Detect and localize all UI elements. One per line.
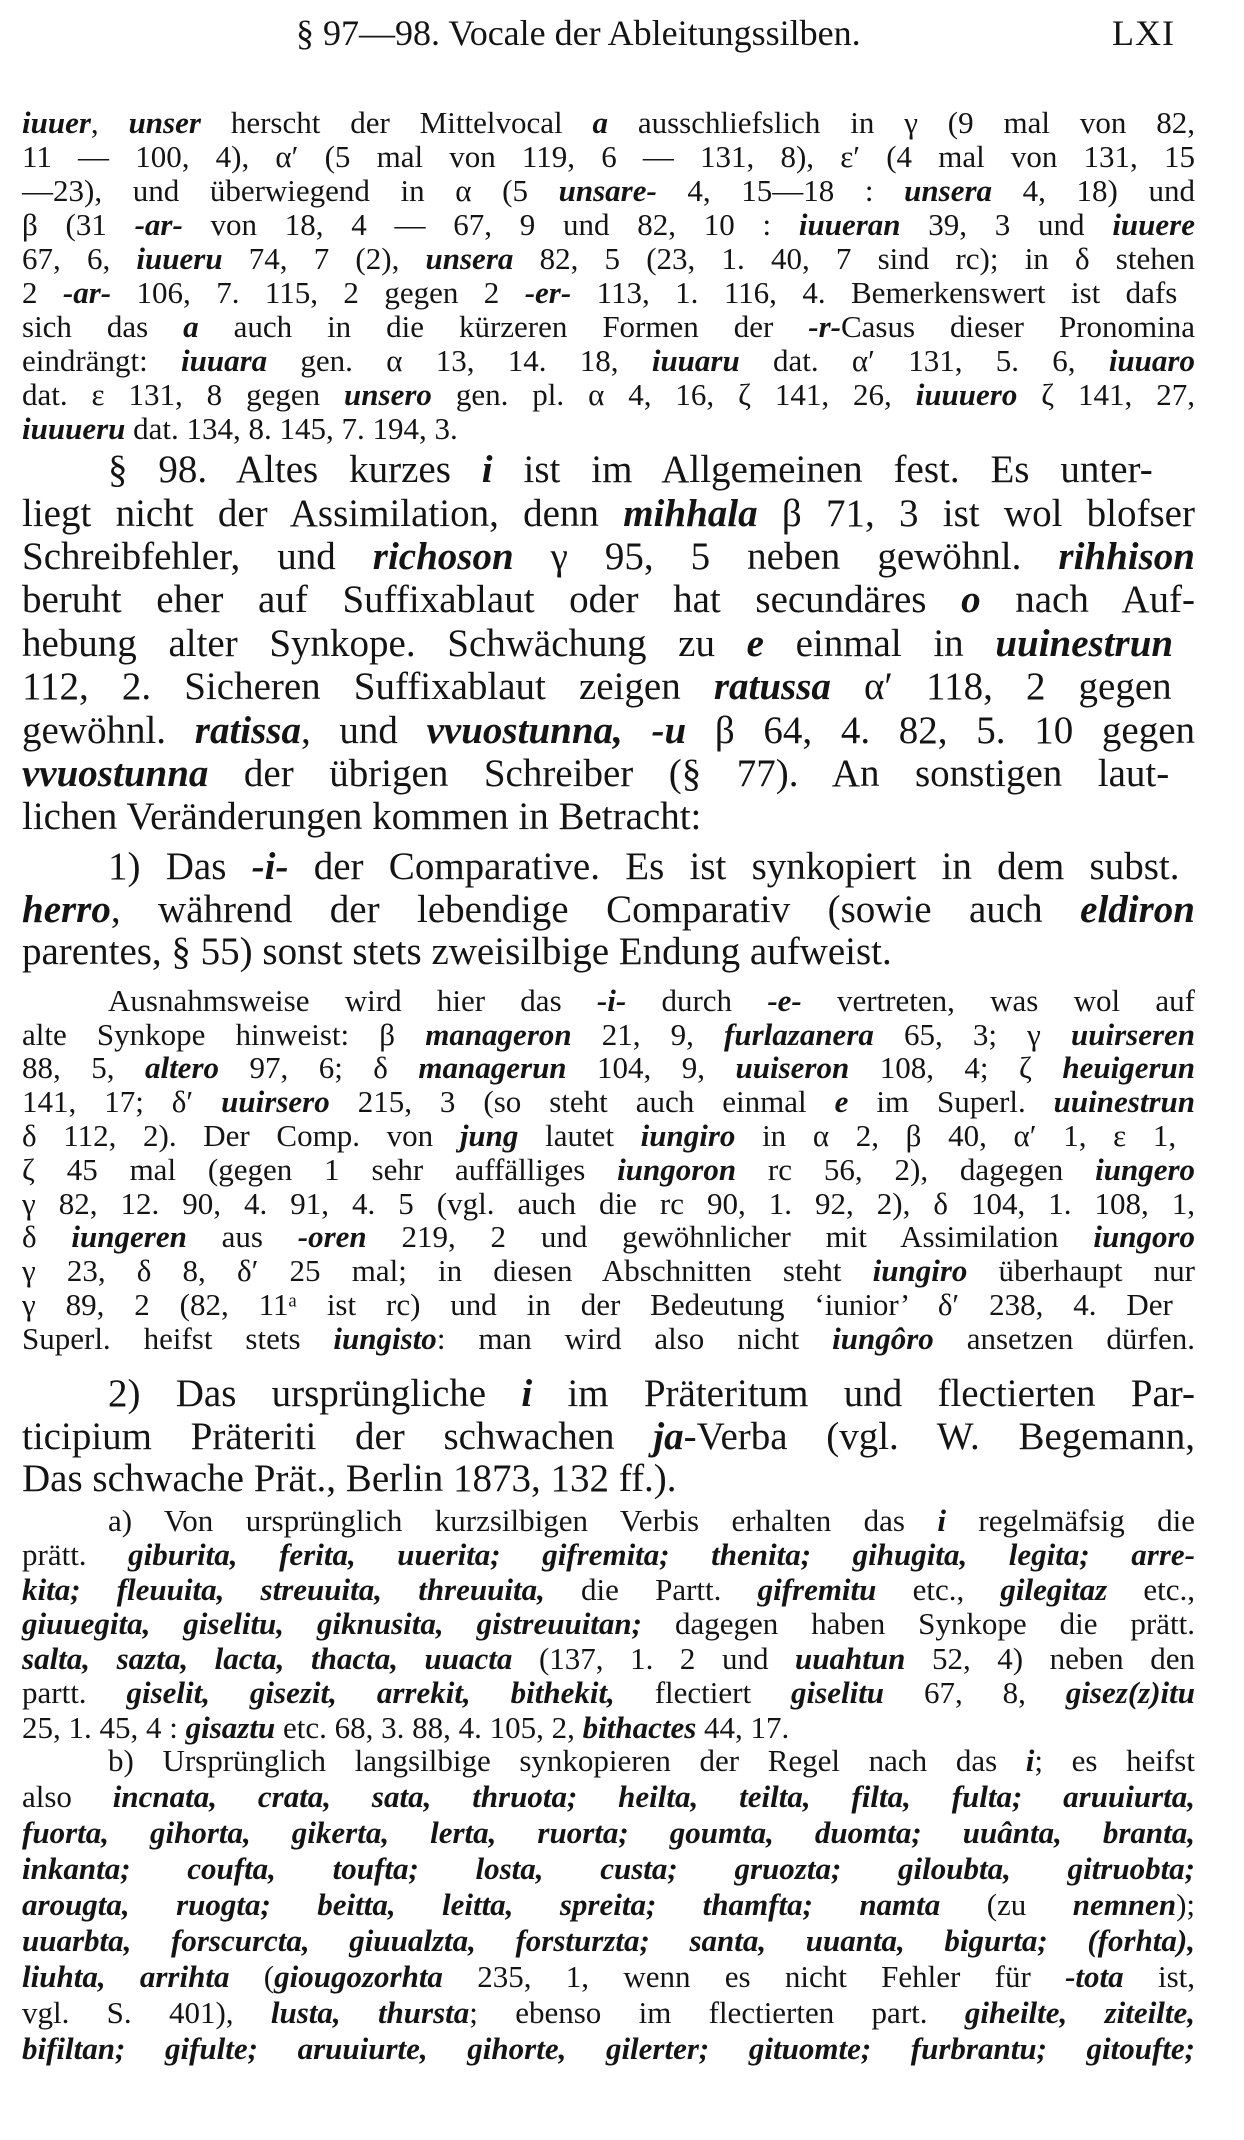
text-line <box>22 1322 1195 1356</box>
text-line <box>22 796 701 838</box>
italic-term: altero <box>144 1050 220 1086</box>
italic-term: iungero <box>1095 1151 1196 1187</box>
roman-text: liegt nicht der Assimilation, denn <box>22 491 624 535</box>
italic-term: iuueran <box>798 206 901 242</box>
italic-term: giselit, gisezit, arrekit, bithekit, <box>126 1675 615 1711</box>
italic-term: uuinestrun <box>1053 1084 1195 1120</box>
line-content <box>22 1187 1195 1221</box>
italic-term: iungiro <box>872 1253 968 1289</box>
italic-term: gilegitaz <box>1000 1571 1108 1607</box>
text-line <box>22 242 1195 276</box>
roman-text: 65, 3; γ <box>873 1016 1071 1052</box>
italic-term: iuuaro <box>1108 342 1195 378</box>
roman-text: dat. 134, 8. 145, 7. 194, 3. <box>125 410 458 446</box>
text-line <box>108 449 1153 491</box>
text-line <box>22 1924 1195 1958</box>
roman-text: 219, 2 und gewöhnlicher mit Assimilation <box>366 1219 1094 1255</box>
roman-text: Schreibfehler, und <box>22 535 373 579</box>
italic-term: iungoron <box>617 1151 737 1187</box>
italic-term: gifremitu <box>757 1571 877 1607</box>
italic-term: e <box>834 1084 849 1120</box>
text-line <box>108 1504 1195 1538</box>
italic-term: gisez(z)itu <box>1065 1675 1195 1711</box>
italic-term: iuuaru <box>651 342 740 378</box>
italic-term: iuuere <box>1112 206 1195 242</box>
text-line <box>22 1153 1195 1187</box>
text-line <box>22 1416 1195 1458</box>
roman-text: ); <box>1176 1886 1195 1922</box>
text-line <box>22 378 1195 412</box>
italic-term: jung <box>459 1118 519 1154</box>
text-line <box>22 310 1195 344</box>
roman-text: Ausnahmsweise wird hier das <box>108 982 597 1018</box>
line-content <box>22 1153 1195 1187</box>
page-number: LXI <box>1112 13 1175 53</box>
line-content <box>22 1888 1195 1922</box>
roman-text: 2 <box>22 274 63 310</box>
italic-term: unsera <box>425 240 514 276</box>
text-line <box>22 1642 1195 1676</box>
roman-text: ζ 141, 27, <box>1017 376 1195 412</box>
text-line <box>22 1996 1195 2030</box>
line-content <box>22 1322 1195 1356</box>
line-content <box>22 208 1195 242</box>
line-content <box>22 666 1172 708</box>
italic-term: uuahtun <box>795 1640 906 1676</box>
italic-term: uuiseron <box>735 1050 850 1086</box>
text-line <box>22 1852 1195 1886</box>
text-line <box>22 1085 1195 1119</box>
roman-text: flectiert <box>614 1675 792 1711</box>
italic-term: iungisto <box>333 1320 437 1356</box>
roman-text: 1) Das <box>108 845 252 889</box>
line-content <box>22 753 1169 795</box>
text-line <box>108 984 1195 1018</box>
line-content <box>22 1416 1195 1458</box>
line-content <box>22 1119 1176 1153</box>
line-content <box>22 344 1195 378</box>
roman-text: ticipium Präteriti der schwachen <box>22 1414 654 1458</box>
italic-term: iuuuero <box>915 376 1018 412</box>
line-content <box>108 846 1180 888</box>
roman-text: regelmäfsig die <box>946 1502 1195 1538</box>
roman-text: 67, 8, <box>884 1675 1066 1711</box>
text-line <box>22 174 1195 208</box>
roman-text: 88, 5, <box>22 1050 145 1086</box>
italic-term: iungôro <box>832 1320 934 1356</box>
text-line <box>22 276 1177 310</box>
italic-term: incnata, crata, sata, thruota; heilta, teilta, filta, fulta; aruuiurta, <box>112 1778 1195 1814</box>
line-content <box>22 579 1195 621</box>
italic-term: uuirsero <box>221 1084 330 1120</box>
italic-term: arougta, ruogta; beitta, leitta, spreita; thamfta; namta <box>22 1886 941 1922</box>
text-line <box>22 1018 1195 1052</box>
roman-text: ( <box>229 1958 275 1994</box>
line-content <box>22 106 1195 140</box>
roman-text: 141, 17; δ′ <box>22 1084 222 1120</box>
text-line <box>22 753 1169 795</box>
line-content <box>22 1852 1195 1886</box>
italic-term: i <box>1025 1742 1035 1778</box>
roman-text: 67, 6, <box>22 240 137 276</box>
roman-text: 97, 6; δ <box>219 1050 419 1086</box>
roman-text: eindrängt: <box>22 342 181 378</box>
line-content <box>108 1504 1195 1538</box>
line-content <box>22 174 1195 208</box>
roman-text: β 64, 4. 82, 5. 10 gegen <box>686 708 1196 752</box>
roman-text: vgl. S. 401), <box>22 1994 271 2030</box>
italic-term: iuuara <box>180 342 268 378</box>
roman-text: 21, 9, <box>571 1016 725 1052</box>
line-content <box>22 1254 1195 1288</box>
roman-text: der übrigen Schreiber (§ 77). An sonstigen laut- <box>208 752 1170 796</box>
roman-text: herscht der Mittelvocal <box>200 104 593 140</box>
line-content <box>22 1220 1195 1254</box>
roman-text: β 71, 3 ist wol blofser <box>757 491 1195 535</box>
text-line <box>108 846 1180 888</box>
text-line <box>22 106 1195 140</box>
text-line <box>22 1458 677 1500</box>
italic-term: giselitu <box>791 1675 885 1711</box>
roman-text: 113, 1. 116, 4. Bemerkenswert ist dafs <box>571 274 1178 310</box>
text-line <box>22 208 1195 242</box>
roman-text: etc. 68, 3. 88, 4. 105, 2, <box>275 1709 583 1745</box>
roman-text: § 98. Altes kurzes <box>108 448 482 492</box>
roman-text: rc 56, 2), dagegen <box>736 1151 1096 1187</box>
running-header-title: § 97—98. Vocale der Ableitungssilben. <box>296 13 861 53</box>
italic-term: eldiron <box>1080 887 1195 931</box>
roman-text: lichen Veränderungen kommen in Betracht: <box>22 795 702 839</box>
roman-text: einmal in <box>763 621 996 665</box>
roman-text: nach Auf- <box>980 578 1195 622</box>
roman-text: dat. α′ 131, 5. 6, <box>739 342 1109 378</box>
line-content <box>22 1780 1195 1814</box>
italic-term: -r- <box>808 308 841 344</box>
line-content <box>108 984 1195 1018</box>
roman-text: Superl. heifst stets <box>22 1320 334 1356</box>
italic-term: i <box>937 1502 947 1538</box>
italic-term: uuirseren <box>1070 1016 1196 1052</box>
roman-text: ist, <box>1123 1958 1196 1994</box>
text-line <box>22 623 1173 665</box>
line-content <box>22 493 1195 535</box>
italic-term: unsera <box>904 172 993 208</box>
line-content <box>22 276 1177 310</box>
line-content <box>22 310 1195 344</box>
roman-text: b) Ursprünglich langsilbige synkopieren der Regel nach das <box>108 1742 1026 1778</box>
italic-term: unser <box>128 104 201 140</box>
line-content <box>22 1288 1173 1322</box>
roman-text: 52, 4) neben den <box>905 1640 1195 1676</box>
roman-text: ζ 45 mal (gegen 1 sehr auffälliges <box>22 1151 618 1187</box>
roman-text: Das schwache Prät., Berlin 1873, 132 ff.). <box>22 1457 677 1501</box>
italic-term: richoson <box>372 535 514 579</box>
text-line <box>22 889 1195 931</box>
roman-text: vertreten, was wol auf <box>801 982 1195 1018</box>
roman-text: überhaupt nur <box>967 1253 1196 1289</box>
line-content <box>22 242 1195 276</box>
italic-term: mihhala <box>623 491 758 535</box>
line-content <box>22 1573 1195 1607</box>
italic-term: uuinestrun <box>995 621 1174 665</box>
italic-term: heuigerun <box>1062 1050 1196 1086</box>
text-line <box>22 1607 1195 1641</box>
text-line <box>22 579 1195 621</box>
line-content <box>22 1642 1195 1676</box>
line-content <box>22 796 701 838</box>
line-content <box>22 931 892 973</box>
roman-text: im Superl. <box>848 1084 1054 1120</box>
italic-term: kita; fleuuita, streuuita, threuuita, <box>22 1571 545 1607</box>
italic-term: -ar- <box>62 274 112 310</box>
text-line <box>22 1051 1195 1085</box>
text-line <box>22 1119 1176 1153</box>
roman-text: Casus dieser Pronomina <box>840 308 1195 344</box>
italic-term: a <box>592 104 608 140</box>
roman-text: etc., <box>876 1571 1001 1607</box>
text-line <box>22 536 1195 578</box>
roman-text: prätt. <box>22 1537 129 1573</box>
line-content <box>22 889 1195 931</box>
roman-text: a) Von ursprünglich kurzsilbigen Verbis erhalten das <box>108 1502 938 1538</box>
roman-text: alte Synkope hinweist: β <box>22 1016 426 1052</box>
italic-term: iuuer <box>22 104 91 140</box>
roman-text: (137, 1. 2 und <box>512 1640 796 1676</box>
roman-text: gen. pl. α 4, 16, ζ 141, 26, <box>431 376 916 412</box>
italic-term: giougozorhta <box>274 1958 443 1994</box>
line-content <box>22 1538 1195 1572</box>
text-line <box>22 1187 1195 1221</box>
roman-text: 108, 4; ζ <box>849 1050 1063 1086</box>
text-line <box>22 1573 1195 1607</box>
roman-text: 11 — 100, 4), α′ (5 mal von 119, 6 — 131, 8), ε′ (4 mal von 131, 15 <box>22 138 1195 174</box>
italic-term: salta, sazta, lacta, thacta, uuacta <box>22 1640 513 1676</box>
roman-text: ausschliefslich in γ (9 mal von 82, <box>607 104 1196 140</box>
text-line <box>22 666 1172 708</box>
roman-text: 104, 9, <box>566 1050 736 1086</box>
italic-term: vvuostunna, -u <box>426 708 687 752</box>
roman-text: beruht eher auf Suffixablaut oder hat secundäres <box>22 578 962 622</box>
roman-text: ansetzen dürfen. <box>933 1320 1195 1356</box>
text-line <box>108 1373 1195 1415</box>
roman-text: die Partt. <box>544 1571 758 1607</box>
line-content <box>22 1816 1195 1850</box>
text-line <box>22 931 892 973</box>
italic-term: i <box>481 448 493 492</box>
roman-text: γ 82, 12. 90, 4. 91, 4. 5 (vgl. auch die rc 90, 1. 92, 2), δ 104, 1. 108, 1, <box>22 1185 1195 1221</box>
italic-term: -er- <box>524 274 572 310</box>
italic-term: gisaztu <box>185 1709 276 1745</box>
roman-text: γ 89, 2 (82, 11ᵃ ist rc) und in der Bedeutung ‘iunior’ δ′ 238, 4. Der <box>22 1287 1173 1323</box>
italic-term: e <box>746 621 764 665</box>
italic-term: -oren <box>297 1219 367 1255</box>
text-line <box>108 1744 1195 1778</box>
line-content <box>22 1607 1195 1641</box>
italic-term: -ar- <box>134 206 183 242</box>
italic-term: bithactes <box>582 1709 697 1745</box>
line-content <box>22 1018 1195 1052</box>
italic-term: iuuueru <box>22 410 126 446</box>
roman-text: gewöhnl. <box>22 708 195 752</box>
line-content <box>22 1458 677 1500</box>
italic-term: i <box>521 1372 533 1416</box>
italic-term: ratussa <box>713 665 831 709</box>
roman-text: in α 2, β 40, α′ 1, ε 1, <box>735 1118 1177 1154</box>
roman-text: 2) Das ursprüngliche <box>108 1372 522 1416</box>
roman-text: β (31 <box>22 206 135 242</box>
italic-term: ja <box>653 1414 684 1458</box>
roman-text: im Präteritum und flectierten Par- <box>532 1372 1195 1416</box>
roman-text: aus <box>186 1219 298 1255</box>
text-line <box>22 412 458 446</box>
text-line <box>22 1780 1195 1814</box>
roman-text: partt. <box>22 1675 127 1711</box>
italic-term: -e- <box>767 982 802 1018</box>
text-line <box>22 1538 1195 1572</box>
roman-text: α′ 118, 2 gegen <box>830 665 1172 709</box>
line-content <box>22 412 458 446</box>
italic-term: managerun <box>418 1050 567 1086</box>
line-content <box>22 1960 1195 1994</box>
italic-term: iungoro <box>1093 1219 1196 1255</box>
roman-text: ist im Allgemeinen fest. Es unter- <box>492 448 1153 492</box>
italic-term: fuorta, gihorta, gikerta, lerta, ruorta; goumta, duomta; uuânta, branta, <box>22 1814 1195 1850</box>
text-line <box>22 1288 1173 1322</box>
italic-term: -i- <box>251 845 289 889</box>
roman-text: dat. ε 131, 8 gegen <box>22 376 345 412</box>
roman-text: von 18, 4 — 67, 9 und 82, 10 : <box>182 206 799 242</box>
italic-term: nemnen <box>1072 1886 1177 1922</box>
line-content <box>22 710 1195 752</box>
italic-term: iuueru <box>136 240 223 276</box>
italic-term: giburita, ferita, uuerita; gifremita; thenita; gihugita, legita; arre- <box>128 1537 1195 1573</box>
italic-term: -tota <box>1065 1958 1124 1994</box>
text-line <box>22 493 1195 535</box>
roman-text: dagegen haben Synkope die prätt. <box>641 1606 1195 1642</box>
italic-term: rihhison <box>1058 535 1195 579</box>
text-line <box>22 1960 1195 1994</box>
italic-term: unsero <box>344 376 432 412</box>
italic-term: bifiltan; gifulte; aruuiurte, gihorte, gilerter; gituomte; furbrantu; gitoufte; <box>22 2030 1195 2066</box>
roman-text: , <box>90 104 129 140</box>
roman-text: 112, 2. Sicheren Suffixablaut zeigen <box>22 665 714 709</box>
roman-text: 25, 1. 45, 4 : <box>22 1709 186 1745</box>
text-line <box>22 1254 1195 1288</box>
text-line <box>22 344 1195 378</box>
line-content <box>22 1085 1195 1119</box>
roman-text: , und <box>300 708 427 752</box>
italic-term: a <box>183 308 199 344</box>
roman-text: γ 95, 5 neben gewöhnl. <box>513 535 1059 579</box>
roman-text: : man wird also nicht <box>436 1320 833 1356</box>
roman-text: -Verba (vgl. W. Begemann, <box>683 1414 1195 1458</box>
line-content <box>22 1924 1195 1958</box>
italic-term: o <box>961 578 981 622</box>
roman-text: 39, 3 und <box>900 206 1113 242</box>
roman-text: hebung alter Synkope. Schwächung zu <box>22 621 747 665</box>
line-content <box>22 1711 789 1745</box>
text-line <box>22 140 1195 174</box>
line-content <box>108 449 1153 491</box>
roman-text: 44, 17. <box>696 1709 790 1745</box>
roman-text: —23), und überwiegend in α (5 <box>22 172 559 208</box>
line-content <box>22 1676 1195 1710</box>
roman-text: gen. α 13, 14. 18, <box>267 342 652 378</box>
italic-term: giheilte, ziteilte, <box>964 1994 1195 2030</box>
italic-term: manageron <box>425 1016 572 1052</box>
roman-text: δ <box>22 1219 72 1255</box>
line-content <box>108 1744 1195 1778</box>
roman-text: 4, 18) und <box>992 172 1195 208</box>
line-content <box>22 536 1195 578</box>
roman-text: sich das <box>22 308 184 344</box>
roman-text: 106, 7. 115, 2 gegen 2 <box>111 274 525 310</box>
roman-text: δ 112, 2). Der Comp. von <box>22 1118 460 1154</box>
line-content <box>22 140 1195 174</box>
roman-text: (zu <box>940 1886 1073 1922</box>
roman-text: 74, 7 (2), <box>222 240 426 276</box>
text-line <box>22 1676 1195 1710</box>
italic-term: iungiro <box>640 1118 736 1154</box>
text-line <box>22 1816 1195 1850</box>
line-content <box>108 1373 1195 1415</box>
italic-term: -i- <box>596 982 627 1018</box>
italic-term: unsare- <box>558 172 657 208</box>
italic-term: herro <box>22 887 111 931</box>
line-content <box>22 2032 1195 2066</box>
text-line <box>22 710 1195 752</box>
roman-text: der Comparative. Es ist synkopiert in dem subst. <box>288 845 1180 889</box>
roman-text: auch in die kürzeren Formen der <box>198 308 809 344</box>
roman-text: ; es heifst <box>1034 1742 1195 1778</box>
text-line <box>22 2032 1195 2066</box>
roman-text: parentes, § 55) sonst stets zweisilbige Endung aufweist. <box>22 930 892 974</box>
roman-text: γ 23, δ 8, δ′ 25 mal; in diesen Abschnitten steht <box>22 1253 873 1289</box>
italic-term: furlazanera <box>724 1016 874 1052</box>
roman-text: 82, 5 (23, 1. 40, 7 sind rc); in δ stehen <box>513 240 1195 276</box>
roman-text: also <box>22 1778 113 1814</box>
italic-term: liuhta, arrihta <box>22 1958 230 1994</box>
text-line <box>22 1711 789 1745</box>
roman-text: 215, 3 (so steht auch einmal <box>329 1084 835 1120</box>
roman-text: 4, 15—18 : <box>656 172 905 208</box>
roman-text: lautet <box>518 1118 641 1154</box>
italic-term: ratissa <box>194 708 301 752</box>
line-content <box>22 1996 1195 2030</box>
italic-term: iungeren <box>71 1219 187 1255</box>
line-content <box>22 1051 1195 1085</box>
text-line <box>22 1220 1195 1254</box>
roman-text: , während der lebendige Comparativ (sowie auch <box>110 887 1081 931</box>
italic-term: uuarbta, forscurcta, giuualzta, forsturzta; santa, uuanta, bigurta; (forhta), <box>22 1922 1195 1958</box>
roman-text: ; ebenso im flectierten part. <box>469 1994 965 2030</box>
line-content <box>22 378 1195 412</box>
text-line <box>22 1888 1195 1922</box>
italic-term: inkanta; coufta, toufta; losta, custa; gruozta; giloubta, gitruobta; <box>22 1850 1195 1886</box>
line-content <box>22 623 1173 665</box>
italic-term: giuuegita, giselitu, giknusita, gistreuuitan; <box>22 1606 642 1642</box>
roman-text: 235, 1, wenn es nicht Fehler für <box>442 1958 1066 1994</box>
italic-term: vvuostunna <box>22 752 209 796</box>
roman-text: durch <box>626 982 768 1018</box>
italic-term: lusta, thursta <box>270 1994 470 2030</box>
roman-text: etc., <box>1107 1571 1195 1607</box>
